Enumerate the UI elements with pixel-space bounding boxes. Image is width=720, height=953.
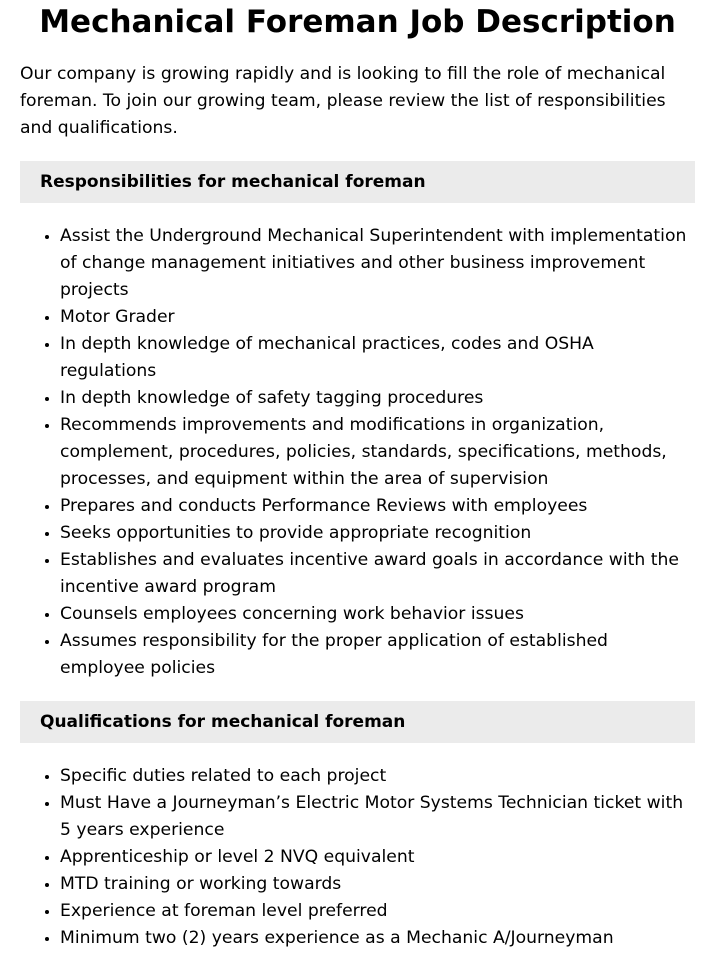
- list-item: • Assumes responsibility for the proper application of established employee policies: [60, 628, 695, 682]
- list-item: • Specific duties related to each project: [60, 763, 695, 790]
- list-item: • Counsels employees concerning work behavior issues: [60, 601, 695, 628]
- list-item: • Must Have a Journeyman’s Electric Motor Systems Technician ticket with 5 years experience: [60, 790, 695, 844]
- list-item: • Prepares and conducts Performance Reviews with employees: [60, 493, 695, 520]
- responsibilities-header: Responsibilities for mechanical foreman: [20, 161, 695, 203]
- list-item: • Establishes and evaluates incentive award goals in accordance with the incentive award program: [60, 547, 695, 601]
- list-item: • Experience at foreman level preferred: [60, 898, 695, 925]
- intro-paragraph: Our company is growing rapidly and is looking to fill the role of mechanical foreman. To join our growing team, please review the list of responsibilities and qualifications.: [20, 64, 666, 138]
- list-item: • Recommends improvements and modifications in organization, complement, procedures, policies, standards, specifications, methods, processes, and equipment within the area of supervision: [60, 412, 695, 493]
- list-item: • Assist the Underground Mechanical Superintendent with implementation of change management initiatives and other business improvement projects: [60, 223, 695, 304]
- list-item: • Motor Grader: [60, 304, 695, 331]
- list-item: • Seeks opportunities to provide appropriate recognition: [60, 520, 695, 547]
- qualifications-list: [20, 763, 695, 952]
- list-item: • MTD training or working towards: [60, 871, 695, 898]
- page-title: Mechanical Foreman Job Description: [39, 4, 676, 40]
- list-item: • Minimum two (2) years experience as a Mechanic A/Journeyman: [60, 925, 695, 952]
- list-item: • In depth knowledge of safety tagging procedures: [60, 385, 695, 412]
- list-item: • Apprenticeship or level 2 NVQ equivalent: [60, 844, 695, 871]
- responsibilities-list: [20, 223, 695, 682]
- list-item: • In depth knowledge of mechanical practices, codes and OSHA regulations: [60, 331, 695, 385]
- qualifications-header: Qualifications for mechanical foreman: [20, 701, 695, 743]
